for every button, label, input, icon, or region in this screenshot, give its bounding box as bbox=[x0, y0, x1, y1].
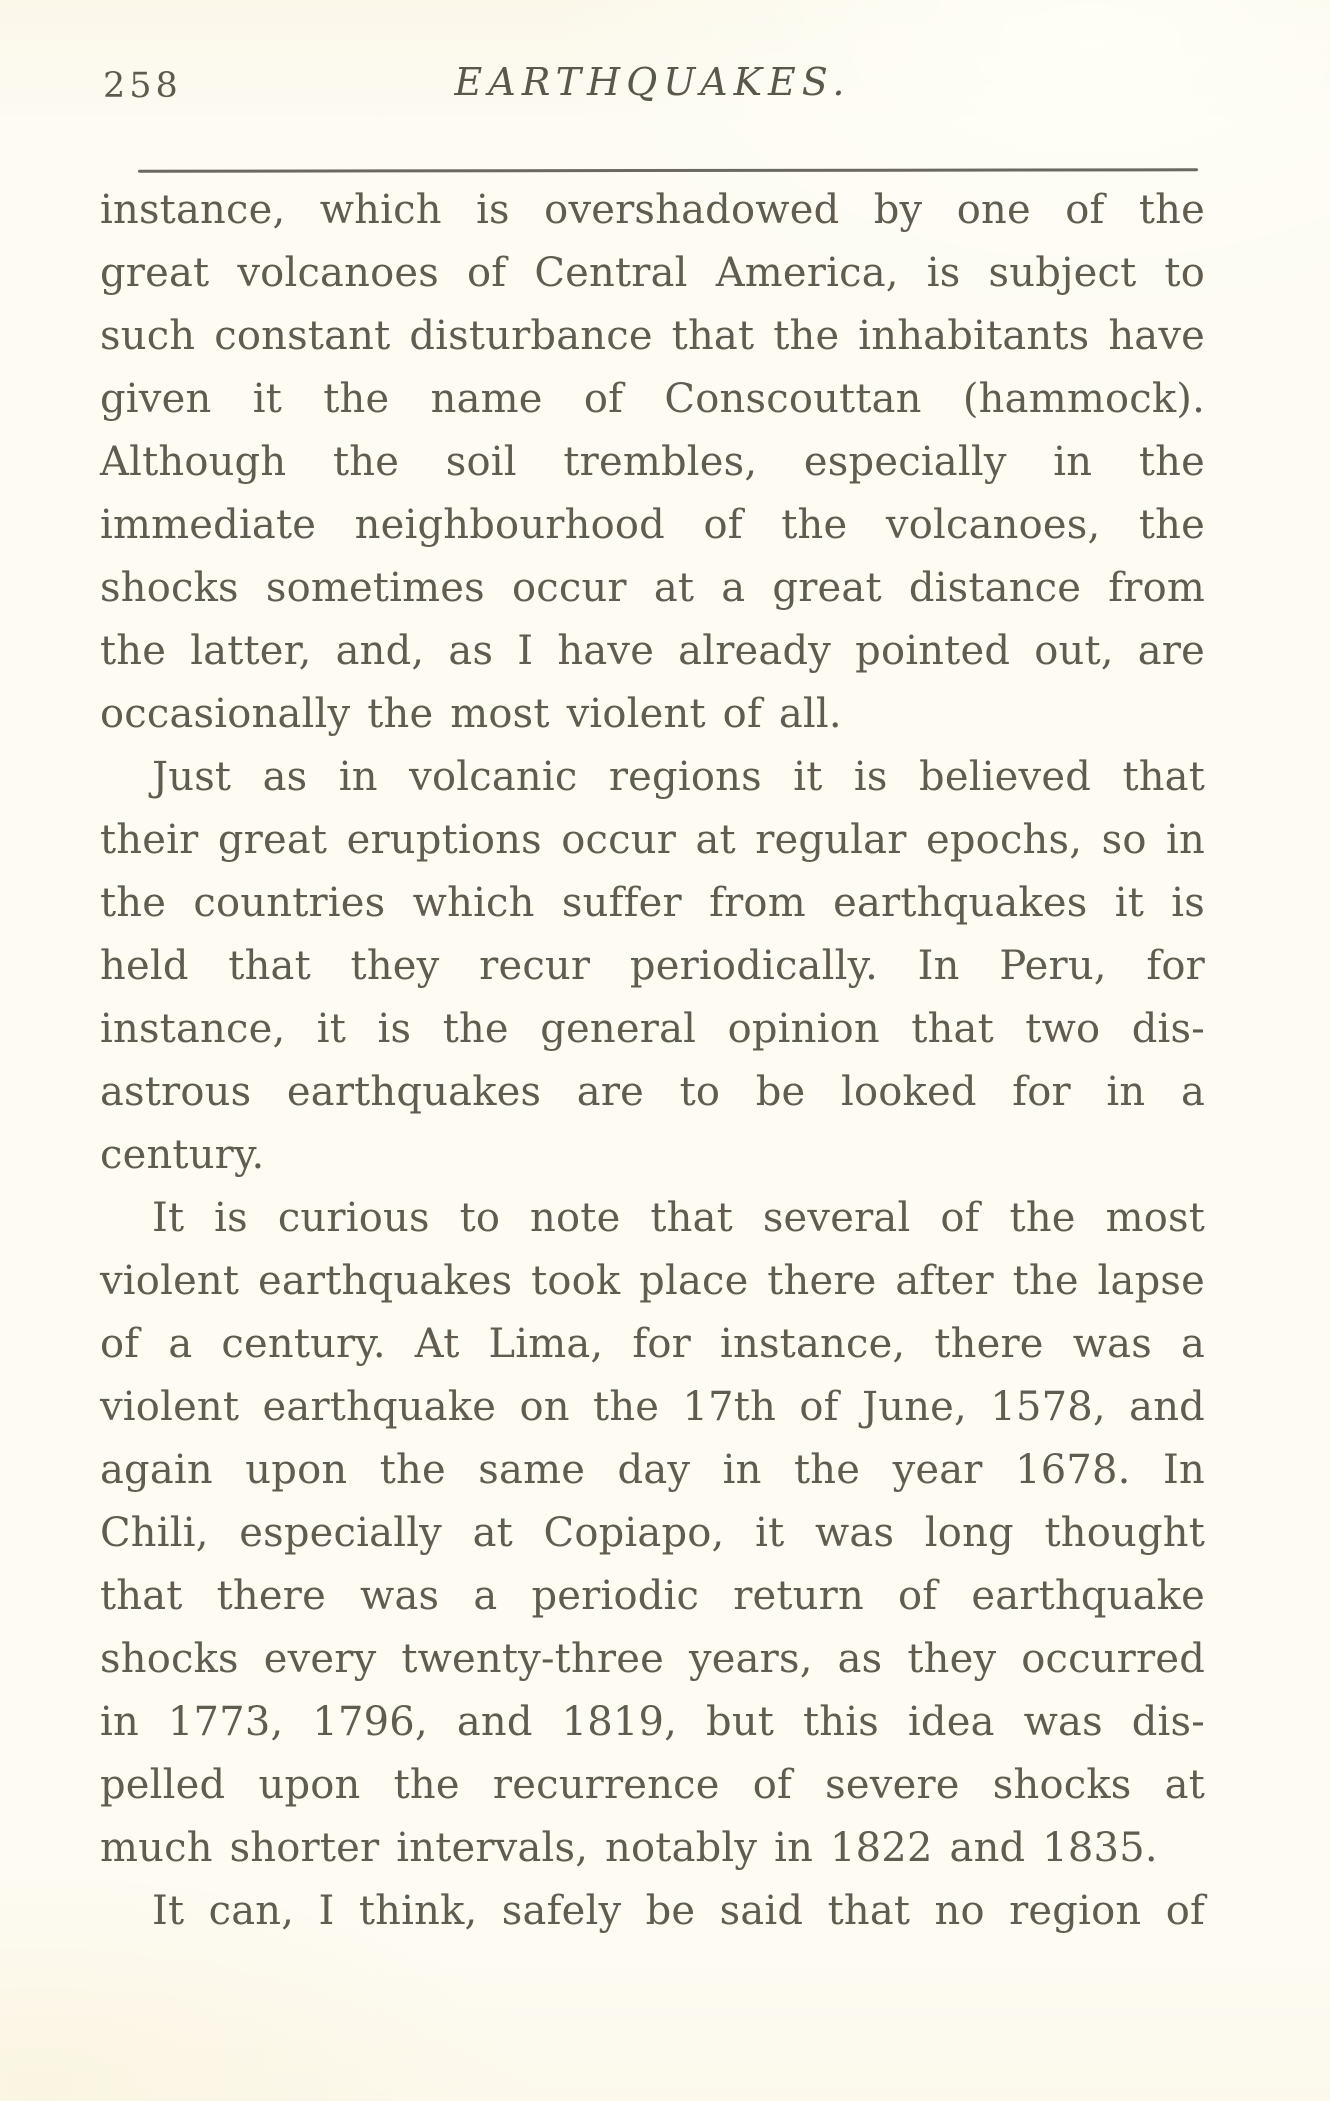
running-head: EARTHQUAKES. bbox=[454, 60, 851, 104]
text-line: occasionally the most violent of all. bbox=[100, 691, 842, 737]
text-line: It can, I think, safely be said that no region of bbox=[152, 1888, 1205, 1934]
text-line: great volcanoes of Central America, is subject to bbox=[100, 250, 1205, 296]
text-line: given it the name of Conscouttan (hammock). bbox=[100, 376, 1205, 422]
text-line: violent earthquakes took place there after the lapse bbox=[100, 1258, 1205, 1304]
paragraph bbox=[100, 179, 1205, 746]
text-line: that there was a periodic return of earthquake bbox=[100, 1573, 1205, 1619]
text-line: the latter, and, as I have already pointed out, are bbox=[100, 628, 1205, 674]
text-line: Although the soil trembles, especially in the bbox=[100, 439, 1205, 485]
text-line: shocks sometimes occur at a great distance from bbox=[100, 565, 1205, 611]
text-line: immediate neighbourhood of the volcanoes, the bbox=[100, 502, 1205, 548]
text-line: shocks every twenty-three years, as they occurred bbox=[100, 1636, 1205, 1682]
text-line: Just as in volcanic regions it is believed that bbox=[152, 754, 1205, 800]
body-text bbox=[100, 179, 1205, 1943]
text-line: It is curious to note that several of the most bbox=[152, 1195, 1205, 1241]
paragraph bbox=[100, 746, 1205, 1187]
paragraph bbox=[100, 1187, 1205, 1880]
text-line: instance, which is overshadowed by one of the bbox=[100, 187, 1205, 233]
text-line: of a century. At Lima, for instance, there was a bbox=[100, 1321, 1205, 1367]
text-line: in 1773, 1796, and 1819, but this idea was dis- bbox=[100, 1699, 1205, 1745]
text-line: violent earthquake on the 17th of June, 1578, and bbox=[100, 1384, 1205, 1430]
text-line: astrous earthquakes are to be looked for in a bbox=[100, 1069, 1205, 1115]
text-line: much shorter intervals, notably in 1822 and 1835. bbox=[100, 1825, 1158, 1871]
paragraph bbox=[100, 1880, 1205, 1943]
text-line: their great eruptions occur at regular epochs, so in bbox=[100, 817, 1205, 863]
text-line: again upon the same day in the year 1678. In bbox=[100, 1447, 1205, 1493]
text-line: such constant disturbance that the inhabitants have bbox=[100, 313, 1205, 359]
header-rule bbox=[138, 168, 1198, 172]
text-line: instance, it is the general opinion that two dis- bbox=[100, 1006, 1205, 1052]
text-line: held that they recur periodically. In Peru, for bbox=[100, 943, 1205, 989]
text-line: Chili, especially at Copiapo, it was long thought bbox=[100, 1510, 1205, 1556]
page-number: 258 bbox=[103, 66, 182, 106]
text-line: the countries which suffer from earthquakes it is bbox=[100, 880, 1205, 926]
text-line: pelled upon the recurrence of severe shocks at bbox=[100, 1762, 1205, 1808]
text-line: century. bbox=[100, 1132, 265, 1178]
